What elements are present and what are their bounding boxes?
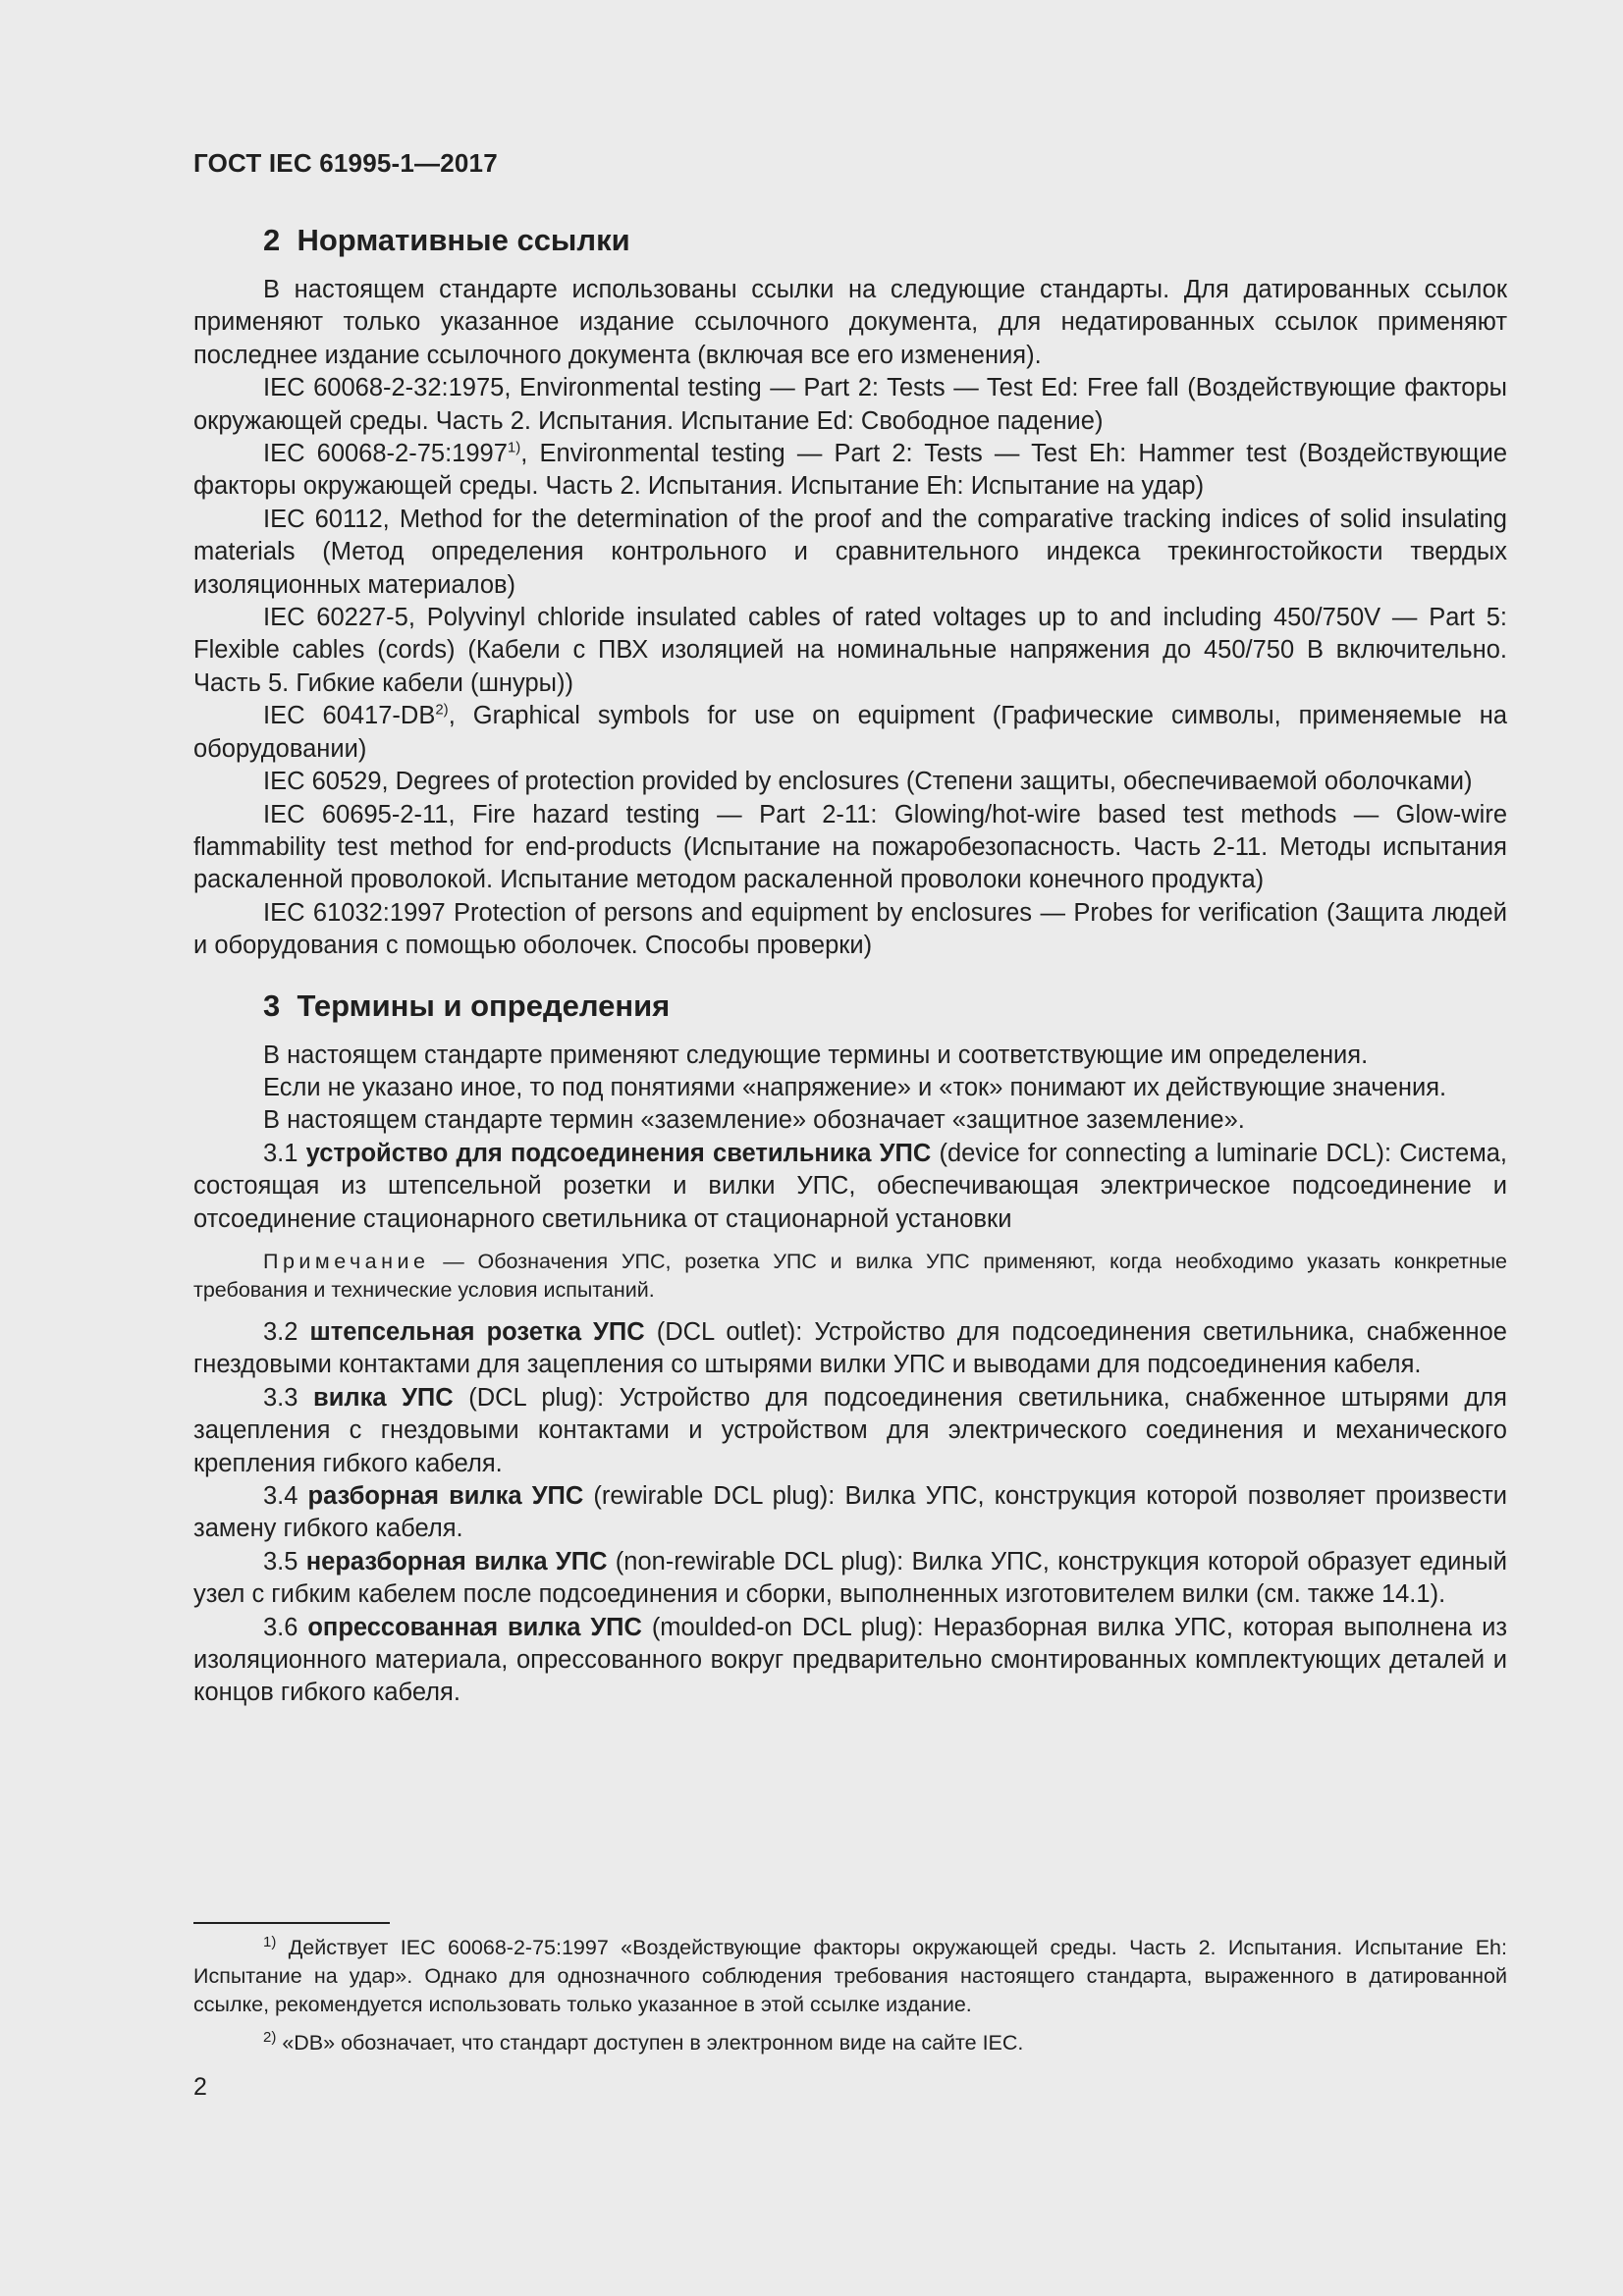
reference-id: IEC 61032:1997: [263, 898, 446, 927]
term-entry: [193, 1138, 1507, 1236]
term-number: 3.2: [263, 1317, 298, 1346]
term-definition: (rewirable DCL plug): Вилка УПС, конструкция которой позволяет произвести замену гибкого кабеля.: [193, 1482, 1508, 1543]
reference-text: , Degrees of protection provided by enclosures (Степени защиты, обеспечиваемой оболочками): [381, 768, 1473, 796]
reference-text: , Fire hazard testing — Part 2-11: Glowing/hot-wire based test methods — Glow-wire flammability test method for end-products (Испытание на пожаробезопасность. Часть 2-11. Методы испытания раскаленной проволокой. Испытание методом раскаленной проволоки конечного продукта): [193, 800, 1508, 894]
page-body: [193, 221, 1507, 1710]
term-definition: (non-rewirable DCL plug): Вилка УПС, конструкция которой образует единый узел с гибким кабелем после подсоединения и сборки, выполненных изготовителем вилки (см. также 14.1).: [193, 1547, 1507, 1609]
term-number: 3.6: [263, 1613, 298, 1641]
section-number: 2: [263, 223, 281, 257]
reference-id: IEC 60417-DB: [263, 702, 436, 730]
footnote-marker[interactable]: 1): [507, 439, 521, 456]
term-number: 3.3: [263, 1383, 298, 1412]
footnote-mark: 1): [263, 1933, 277, 1950]
reference-item: [193, 602, 1507, 700]
term-entry: [193, 1382, 1507, 1480]
section-title: Нормативные ссылки: [297, 223, 630, 257]
section-3-paragraph: В настоящем стандарте применяют следующие термины и соответствующие им определения.: [263, 1041, 1369, 1069]
reference-text: Protection of persons and equipment by enclosures — Probes for verification (Защита людей и оборудования с помощью оболочек. Способы проверки): [193, 898, 1507, 960]
section-number: 3: [263, 988, 281, 1023]
footnote-item: [193, 1934, 1507, 2019]
footnote-text: Действует IEC 60068-2-75:1997 «Воздействующие факторы окружающей среды. Часть 2. Испытания. Испытание Eh: Испытание на удар». Однако для однозначного соблюдения требования настоящего стандарта, выраженного в датированной ссылке, рекомендуется использовать только указанное в этой ссылке издание.: [193, 1936, 1507, 2016]
footnotes: [193, 1934, 1507, 2067]
reference-id: IEC 60112: [263, 505, 383, 533]
footnote-marker[interactable]: 2): [435, 701, 449, 719]
footnote-text: «DB» обозначает, что стандарт доступен в электронном виде на сайте IEC.: [276, 2031, 1024, 2055]
section-3-heading: [193, 987, 1507, 1026]
reference-item: [193, 700, 1507, 766]
reference-text: , Environmental testing — Part 2: Tests — Test Eh: Hammer test (Воздействующие факторы окружающей среды. Часть 2. Испытания. Испытание Eh: Испытание на удар): [193, 440, 1507, 501]
reference-text: , Polyvinyl chloride insulated cables of rated voltages up to and including 450/750V — Part 5: Flexible cables (cords) (Кабели с ПВХ изоляцией на номинальные напряжения до 450/750 В включительно. Часть 5. Гибкие кабели (шнуры)): [193, 604, 1507, 697]
section-2-intro: В настоящем стандарте использованы ссылки на следующие стандарты. Для датированных ссылок применяют только указанное издание ссылочного документа, для недатированных ссылок применяют последнее издание ссылочного документа (включая все его изменения).: [193, 276, 1507, 369]
footnote-divider: [193, 1922, 390, 1924]
term-entry: [193, 1546, 1507, 1612]
term-definition: (DCL outlet): Устройство для подсоединения светильника, снабженное гнездовыми контактами для зацепления со штырями вилки УПС и выводами для подсоединения кабеля.: [193, 1317, 1507, 1379]
note-label: Примечание: [263, 1249, 430, 1273]
note-text: — Обозначения УПС, розетка УПС и вилка УПС применяют, когда необходимо указать конкретные требования и технические условия испытаний.: [193, 1249, 1507, 1302]
term-name: устройство для подсоединения светильника УПС: [305, 1139, 932, 1167]
reference-item: [193, 799, 1507, 897]
term-note: [193, 1248, 1507, 1305]
reference-item: [193, 504, 1507, 602]
term-definition: (DCL plug): Устройство для подсоединения светильника, снабженное штырями для зацепления с гнездовыми контактами и устройством для электрического соединения и механического крепления гибкого кабеля.: [193, 1383, 1507, 1477]
reference-id: IEC 60695-2-11: [263, 800, 449, 828]
reference-text: , Environmental testing — Part 2: Tests — Test Ed: Free fall (Воздействующие факторы окружающей среды. Часть 2. Испытания. Испытание Ed: Свободное падение): [193, 374, 1508, 435]
reference-text: , Method for the determination of the proof and the comparative tracking indices of solid insulating materials (Метод определения контрольного и сравнительного индекса трекингостойкости твердых изоляционных материалов): [193, 505, 1507, 599]
term-name: вилка УПС: [313, 1383, 454, 1412]
footnote-item: [193, 2029, 1507, 2057]
reference-item: [193, 897, 1507, 963]
term-number: 3.4: [263, 1482, 298, 1510]
term-definition: (device for connecting a luminarie DCL): Система, состоящая из штепсельной розетки и вилки УПС, обеспечивающая электрическое подсоединение и отсоединение стационарного светильника от стационарной установки: [193, 1139, 1508, 1233]
term-name: разборная вилка УПС: [307, 1482, 584, 1510]
page-number: 2: [193, 2073, 207, 2101]
document-code: ГОСТ IEC 61995-1—2017: [193, 148, 498, 178]
term-definition: (moulded-on DCL plug): Неразборная вилка УПС, которая выполнена из изоляционного материала, опрессованного вокруг предварительно смонтированных комплектующих деталей и концов гибкого кабеля.: [193, 1613, 1508, 1707]
term-name: неразборная вилка УПС: [305, 1547, 608, 1575]
reference-id: IEC 60068-2-32:1975: [263, 374, 505, 402]
footnote-mark: 2): [263, 2028, 277, 2046]
term-entry: [193, 1480, 1507, 1546]
term-number: 3.5: [263, 1547, 298, 1575]
section-3-paragraph: В настоящем стандарте термин «заземление» обозначает «защитное заземление».: [263, 1106, 1245, 1135]
term-entry: [193, 1612, 1507, 1710]
term-entry: [193, 1316, 1507, 1382]
reference-id: IEC 60227-5: [263, 604, 408, 632]
section-title: Термины и определения: [297, 988, 671, 1023]
reference-item: [193, 766, 1507, 798]
term-name: опрессованная вилка УПС: [307, 1613, 642, 1641]
reference-item: [193, 438, 1507, 504]
reference-item: [193, 372, 1507, 438]
reference-text: , Graphical symbols for use on equipment (Графические символы, применяемые на оборудовании): [193, 702, 1508, 763]
term-name: штепсельная розетка УПС: [309, 1317, 645, 1346]
term-number: 3.1: [263, 1139, 298, 1167]
section-2-heading: [193, 221, 1507, 260]
section-3-paragraph: Если не указано иное, то под понятиями «напряжение» и «ток» понимают их действующие значения.: [263, 1073, 1447, 1101]
reference-id: IEC 60068-2-75:1997: [263, 440, 508, 468]
reference-id: IEC 60529: [263, 768, 382, 796]
